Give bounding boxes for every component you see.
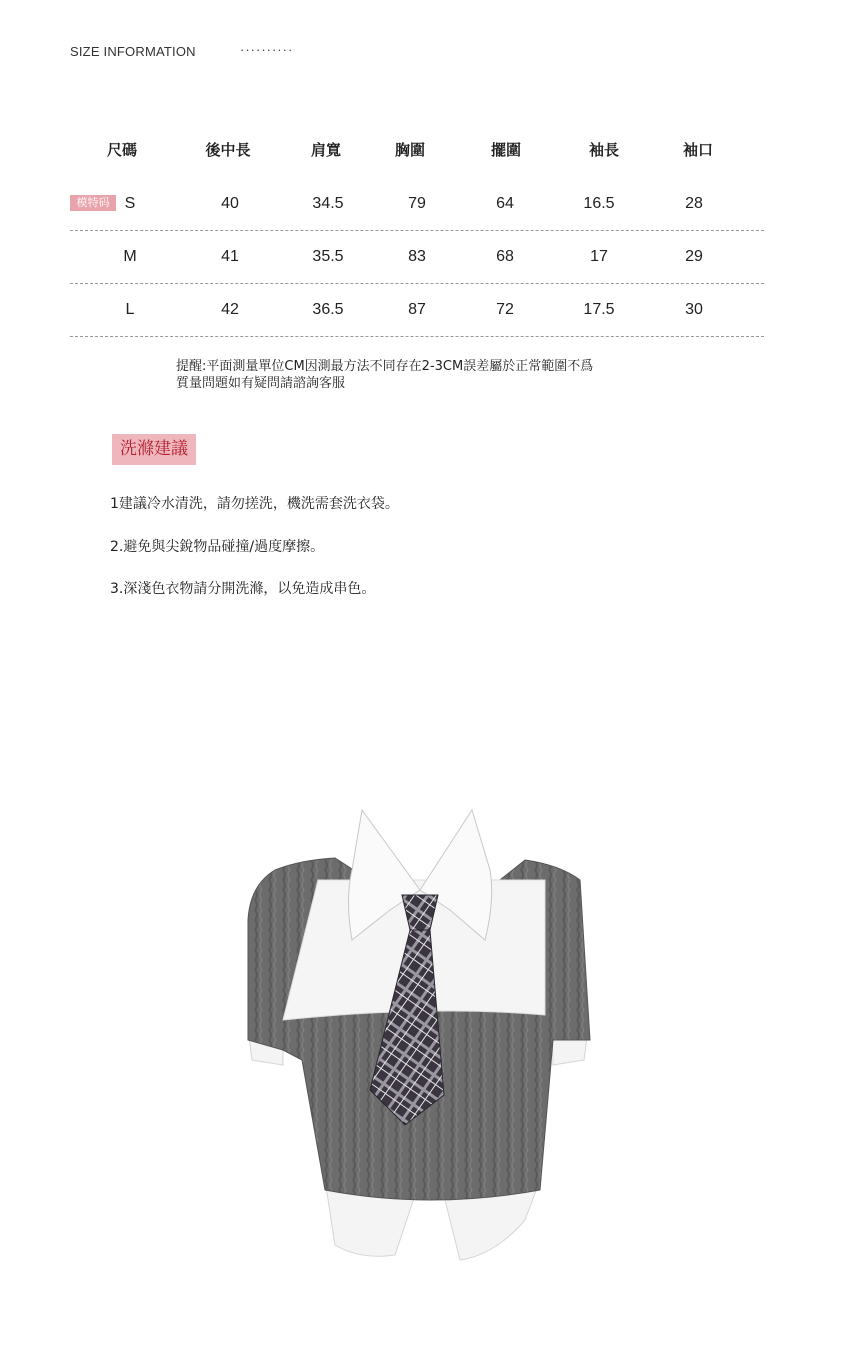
size-information-title: SIZE INFORMATION <box>70 44 196 59</box>
cell-sleeve-length: 17 <box>590 248 608 265</box>
care-item: 2.避免與尖銳物品碰撞/過度摩擦。 <box>110 539 325 555</box>
product-image <box>0 740 856 1340</box>
size-table <box>70 120 764 337</box>
header-sleeve-length: 袖長 <box>588 140 620 159</box>
header-shoulder: 肩寬 <box>310 140 342 159</box>
cell-shoulder: 35.5 <box>312 248 344 265</box>
cell-cuff: 28 <box>685 195 703 212</box>
table-row <box>70 178 764 231</box>
cell-size: L <box>125 301 135 318</box>
header-cuff: 袖口 <box>682 140 714 159</box>
note-line-2: 質量問題如有疑問請諮詢客服 <box>176 376 346 391</box>
care-item: 1建議冷水清洗，請勿搓洗，機洗需套洗衣袋。 <box>110 496 399 512</box>
heading-dots: ·········· <box>240 42 294 57</box>
header-chest: 胸圍 <box>394 140 426 159</box>
care-item: 3.深淺色衣物請分開洗滌，以免造成串色。 <box>110 581 376 597</box>
cell-shoulder: 36.5 <box>312 301 344 318</box>
size-information-heading <box>70 42 294 59</box>
cell-size: M <box>123 248 137 265</box>
cell-shoulder: 34.5 <box>312 195 344 212</box>
header-back-length: 後中長 <box>205 140 251 159</box>
cell-chest: 83 <box>408 248 426 265</box>
cell-back-length: 42 <box>221 301 239 318</box>
model-size-badge: 模特码 <box>70 195 116 211</box>
cell-back-length: 41 <box>221 248 239 265</box>
care-title: 洗滌建議 <box>112 434 196 465</box>
cell-hem: 68 <box>496 248 514 265</box>
size-table-header <box>70 120 764 178</box>
header-hem: 擺圍 <box>490 140 522 159</box>
cell-hem: 64 <box>496 195 514 212</box>
cell-chest: 79 <box>408 195 426 212</box>
table-row <box>70 231 764 284</box>
cell-sleeve-length: 16.5 <box>583 195 615 212</box>
note-line-1: 提醒:平面測量單位CM因測最方法不同存在2-3CM誤差屬於正常範圍不爲 <box>176 359 594 374</box>
table-row <box>70 284 764 337</box>
cell-size: S <box>124 195 136 212</box>
measurement-note <box>176 358 593 392</box>
cell-cuff: 29 <box>685 248 703 265</box>
cell-back-length: 40 <box>221 195 239 212</box>
cell-hem: 72 <box>496 301 514 318</box>
cell-sleeve-length: 17.5 <box>583 301 615 318</box>
header-size: 尺碼 <box>106 140 138 159</box>
cell-chest: 87 <box>408 301 426 318</box>
cell-cuff: 30 <box>685 301 703 318</box>
